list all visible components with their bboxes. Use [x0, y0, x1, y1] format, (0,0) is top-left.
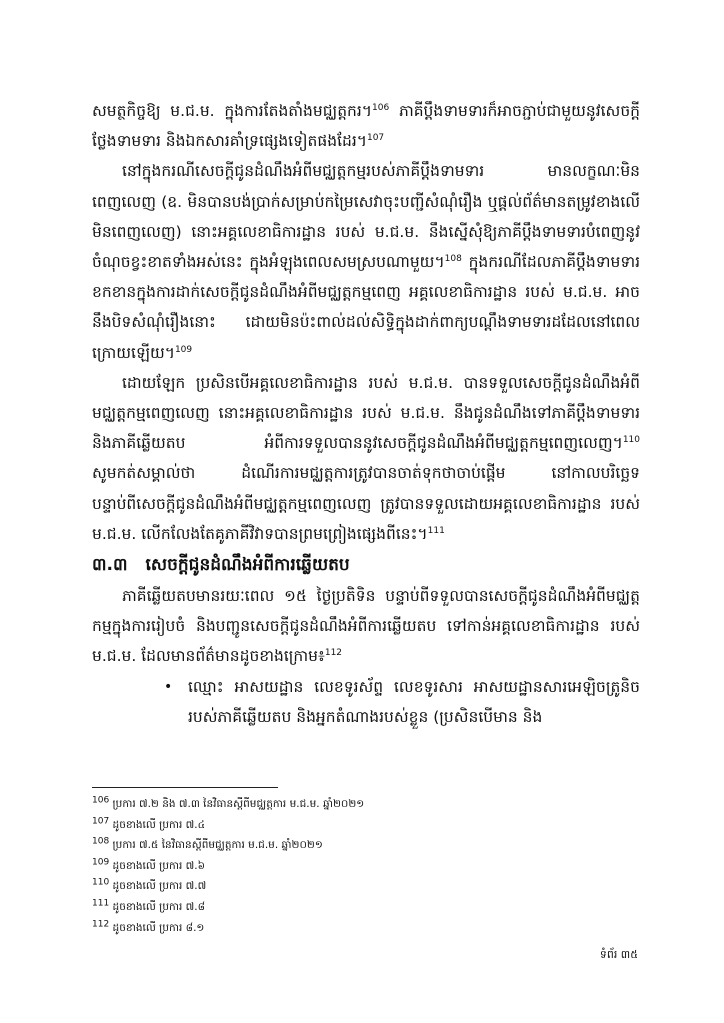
footnote-number: 111 — [92, 898, 110, 909]
page-number: ទំព័រ ៣៥ — [599, 948, 638, 961]
footnote-divider — [92, 787, 278, 788]
section-paragraph — [92, 581, 640, 672]
paragraph-3 — [92, 368, 640, 549]
paragraph-1-text: សមត្ថកិច្ចឱ្យ ម.ជ.ម. ក្នុងការតែងតាំងមជ្ឈត្តករ។ — [92, 102, 373, 120]
footnote-text: ដូចខាងលើ ប្រការ ៧.៦ — [109, 859, 206, 872]
footnote-text: ដូចខាងលើ ប្រការ ៧.៤ — [109, 818, 206, 831]
footnote-110 — [92, 876, 640, 897]
footnote-108 — [92, 835, 640, 856]
bullet-item — [164, 672, 640, 732]
section-heading — [92, 549, 640, 581]
footnote-text: ប្រការ ៧.២ និង ៧.៣ នៃវិធានស្តីពីមជ្ឈត្តការ ម.ជ.ម. ឆ្នាំ២០២១ — [109, 798, 365, 810]
paragraph-2-text: នៅក្នុងករណីសេចក្តីជូនដំណឹងអំពីមជ្ឈត្តកម្មរបស់ភាគីប្តឹងទាមទារ មានលក្ខណៈមិនពេញលេញ (ឧ. មិនបានបង់ប្រាក់សម្រាប់កម្រៃសេវាចុះបញ្ជីសំណុំរឿង ឬផ្តល់ព័ត៌មានតម្រូវខាងលើមិនពេញលេញ) នោះអគ្គលេខាធិការដ្ឋាន របស់ ម.ជ.ម. នឹងស្នើសុំឱ្យភាគីប្តឹងទាមទារបំពេញនូវចំណុចខ្វះខាតទាំងអស់នេះ ក្នុងអំឡុងពេលសមស្របណាមួយ។ — [92, 162, 640, 272]
paragraph-1-text-continued: ភាគីប្តឹងទាមទារក៏អាចភ្ជាប់ជាមួយនូវសេចក្តីថ្លែងទាមទារ និងឯកសារគាំទ្រផ្សេងទៀតផងដែរ។ — [92, 102, 640, 151]
footnote-112 — [92, 918, 640, 939]
footnote-number: 107 — [92, 816, 110, 827]
footnote-text: ដូចខាងលើ ប្រការ ៨.១ — [109, 921, 205, 934]
footnote-106 — [92, 794, 640, 815]
footnote-text: ប្រការ ៧.៥ នៃវិធានស្តីពីមជ្ឈត្តការ ម.ជ.ម. ឆ្នាំ២០២១ — [109, 839, 323, 852]
bullet-icon: • — [164, 678, 173, 695]
footnote-109 — [92, 856, 640, 877]
paragraph-3-text-continued: សូមកត់សម្គាល់ថា ដំណើរការមជ្ឈត្តការត្រូវបានចាត់ទុកថាចាប់ផ្តើម នៅកាលបរិច្ឆេទបន្ទាប់ពីសេចក្តីជូនដំណឹងអំពីមជ្ឈត្តកម្មពេញលេញ ត្រូវបានទទួលដោយអគ្គលេខាធិការដ្ឋាន របស់ ម.ជ.ម. លើកលែងតែគូភាគីវិវាទបានព្រមព្រៀងផ្សេងពីនេះ។ — [92, 464, 640, 543]
footnote-ref-112[interactable]: 112 — [324, 648, 343, 659]
footnote-107 — [92, 815, 640, 836]
footnote-ref-106[interactable]: 106 — [372, 102, 390, 113]
footnote-111 — [92, 897, 640, 918]
section-paragraph-text: ភាគីឆ្លើយតបមានរយៈពេល ១៥ ថ្ងៃប្រតិទិន បន្ទាប់ពីទទួលបានសេចក្តីជូនដំណឹងអំពីមជ្ឈត្តកម្មក្នុងការរៀបចំ និងបញ្ជូនសេចក្តីជូនដំណឹងអំពីការឆ្លើយតប ទៅកាន់អគ្គលេខាធិការដ្ឋាន របស់ ម.ជ.ម. ដែលមានព័ត៌មានដូចខាងក្រោម៖ — [92, 587, 640, 666]
paragraph-3-text: ដោយឡែក ប្រសិនបើអគ្គលេខាធិការដ្ឋាន របស់ ម.ជ.ម. បានទទួលសេចក្តីជូនដំណឹងអំពីមជ្ឈត្តកម្មពេញលេញ នោះអគ្គលេខាធិការដ្ឋាន របស់ ម.ជ.ម. នឹងជូនដំណឹងទៅភាគីប្តឹងទាមទារ និងភាគីឆ្លើយតប អំពីការទទួលបាននូវសេចក្តីជូនដំណឹងអំពីមជ្ឈត្តកម្មពេញលេញ។ — [92, 373, 640, 453]
footnote-number: 109 — [92, 857, 110, 868]
footnote-ref-109[interactable]: 109 — [174, 344, 193, 355]
paragraph-2-text-continued: ក្នុងករណីដែលភាគីប្តឹងទាមទារខកខានក្នុងការដាក់សេចក្តីជូនដំណឹងអំពីមជ្ឈត្តកម្មពេញ អគ្គលេខាធិការដ្ឋាន របស់ ម.ជ.ម. អាចនឹងបិទសំណុំរឿងនោះ ដោយមិនប៉ះពាល់ដល់សិទ្ធិក្នុងដាក់ពាក្យបណ្តឹងទាមទារដដែលនៅពេលក្រោយឡើយ។ — [92, 253, 640, 362]
paragraph-2 — [92, 156, 640, 367]
footnote-text: ដូចខាងលើ ប្រការ ៧.៨ — [109, 900, 206, 913]
bullet-text: ឈ្មោះ អាសយដ្ឋាន លេខទូរស័ព្ទ លេខទូរសារ អាសយដ្ឋានសារអេឡិចត្រូនិចរបស់ភាគីឆ្លើយតប និងអ្នកតំណាងរបស់ខ្លួន (ប្រសិនបើមាន និង — [188, 677, 640, 726]
section-number: ៣.៣ — [92, 555, 128, 576]
section-title: សេចក្តីជូនដំណឹងអំពីការឆ្លើយតប — [145, 555, 350, 576]
footnote-ref-107[interactable]: 107 — [366, 133, 385, 144]
footnote-text: ដូចខាងលើ ប្រការ ៧.៧ — [109, 880, 207, 893]
footnote-number: 108 — [92, 836, 110, 847]
footnote-number: 106 — [92, 795, 110, 806]
footnote-ref-108[interactable]: 108 — [444, 253, 462, 264]
footnote-number: 110 — [92, 877, 110, 888]
footnotes — [92, 794, 640, 938]
footnote-number: 112 — [92, 919, 110, 930]
paragraph-1 — [92, 96, 640, 156]
footnote-ref-110[interactable]: 110 — [622, 435, 640, 446]
body-text — [92, 96, 640, 732]
footnote-ref-111[interactable]: 111 — [427, 525, 445, 536]
